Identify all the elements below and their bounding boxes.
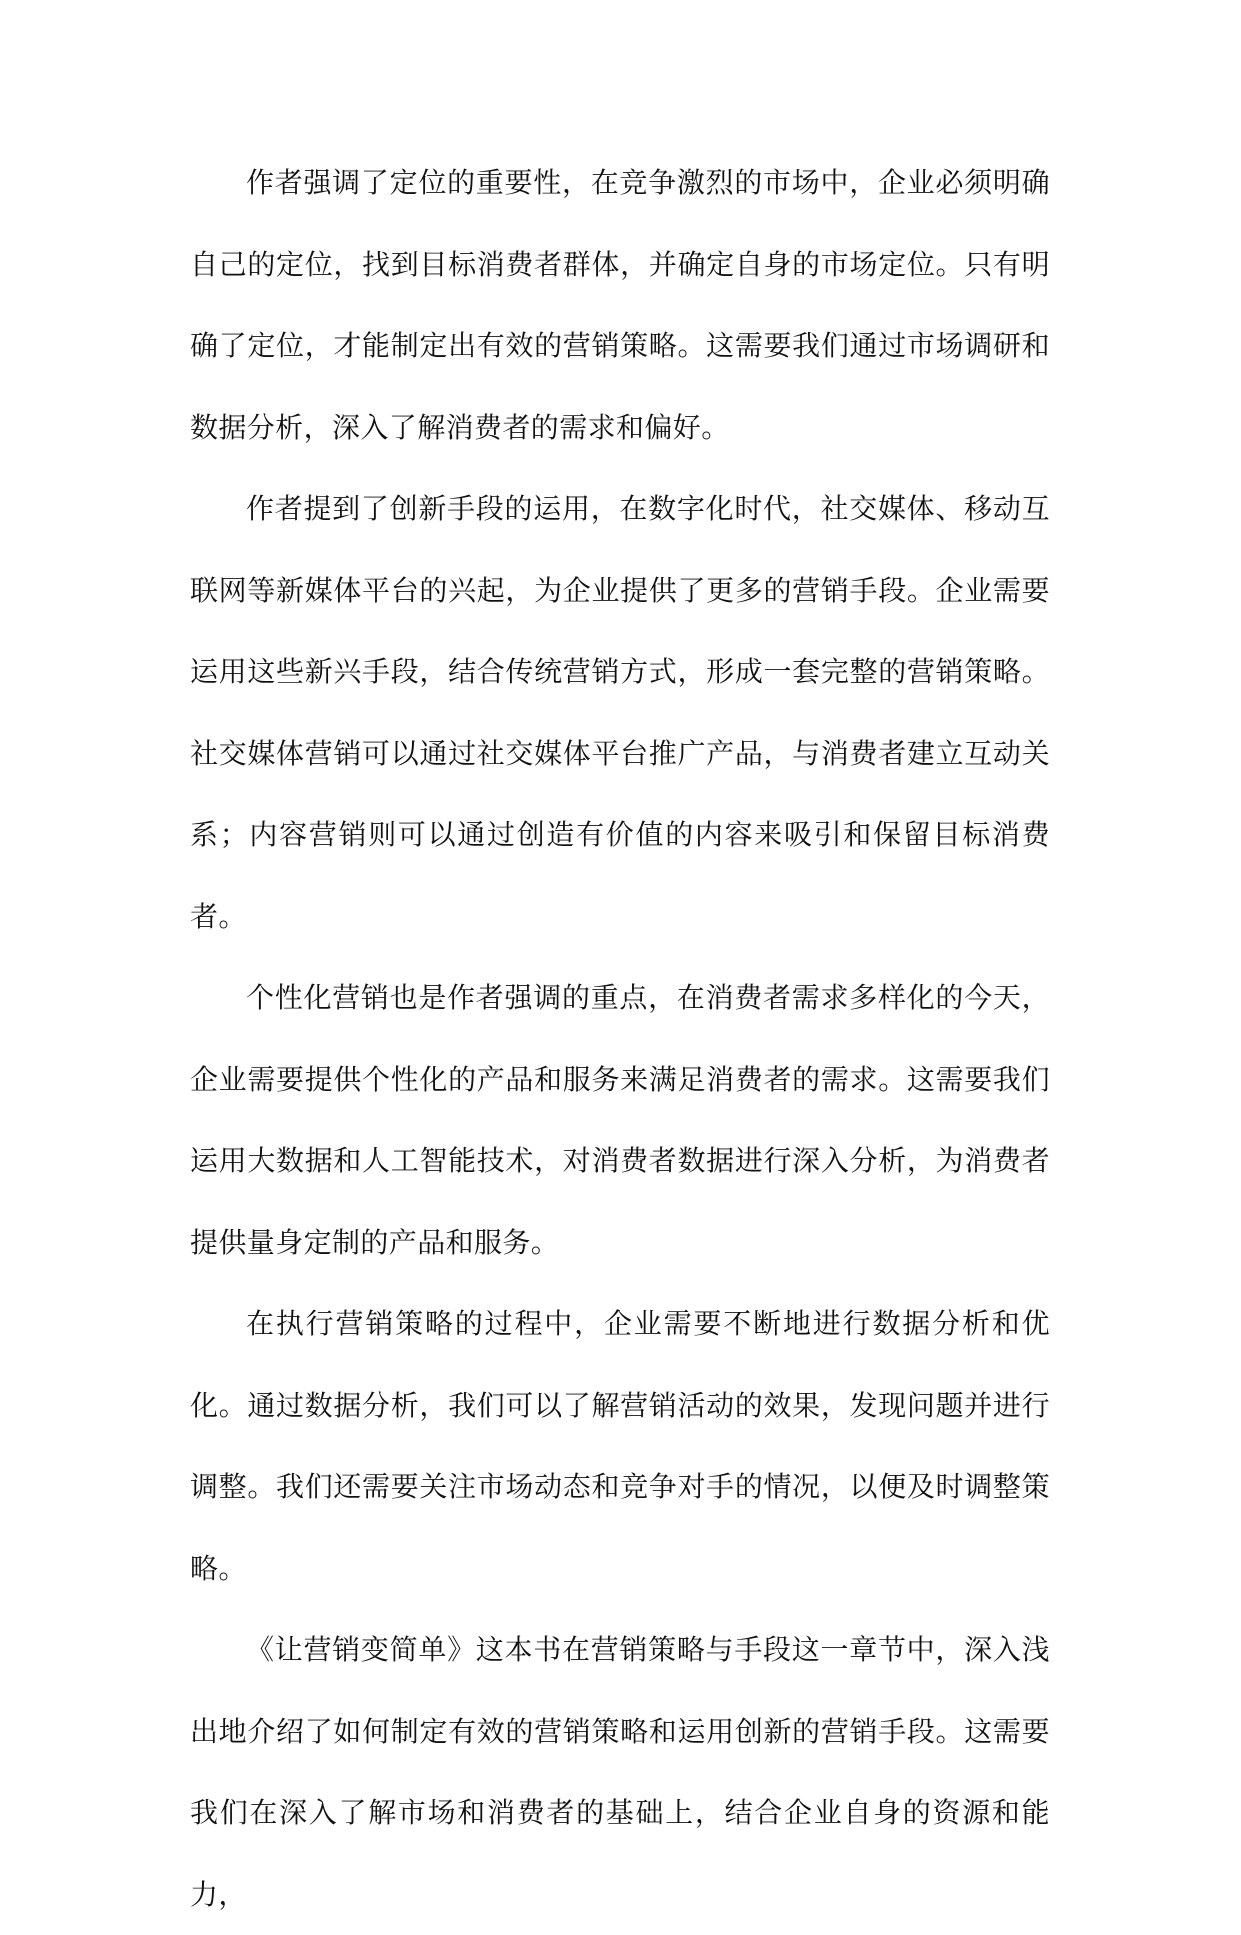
paragraph-innovation: 作者提到了创新手段的运用，在数字化时代，社交媒体、移动互联网等新媒体平台的兴起，为企业提供了更多的营销手段。企业需要运用这些新兴手段，结合传统营销方式，形成一套完整的营销策略。社交媒体营销可以通过社交媒体平台推广产品，与消费者建立互动关系；内容营销则可以通过创造有价值的内容来吸引和保留目标消费者。 (190, 492, 1050, 933)
paragraph-execution: 在执行营销策略的过程中，企业需要不断地进行数据分析和优化。通过数据分析，我们可以了解营销活动的效果，发现问题并进行调整。我们还需要关注市场动态和竞争对手的情况，以便及时调整策略。 (190, 1307, 1050, 1585)
paragraph-positioning: 作者强调了定位的重要性，在竞争激烈的市场中，企业必须明确自己的定位，找到目标消费者群体，并确定自身的市场定位。只有明确了定位，才能制定出有效的营销策略。这需要我们通过市场调研和数据分析，深入了解消费者的需求和偏好。 (190, 166, 1050, 444)
document-body (190, 142, 1050, 1935)
paragraph-summary: 《让营销变简单》这本书在营销策略与手段这一章节中，深入浅出地介绍了如何制定有效的营销策略和运用创新的营销手段。这需要我们在深入了解市场和消费者的基础上，结合企业自身的资源和能力， (190, 1633, 1050, 1911)
paragraph-personalization: 个性化营销也是作者强调的重点，在消费者需求多样化的今天，企业需要提供个性化的产品和服务来满足消费者的需求。这需要我们运用大数据和人工智能技术，对消费者数据进行深入分析，为消费者提供量身定制的产品和服务。 (190, 981, 1050, 1259)
